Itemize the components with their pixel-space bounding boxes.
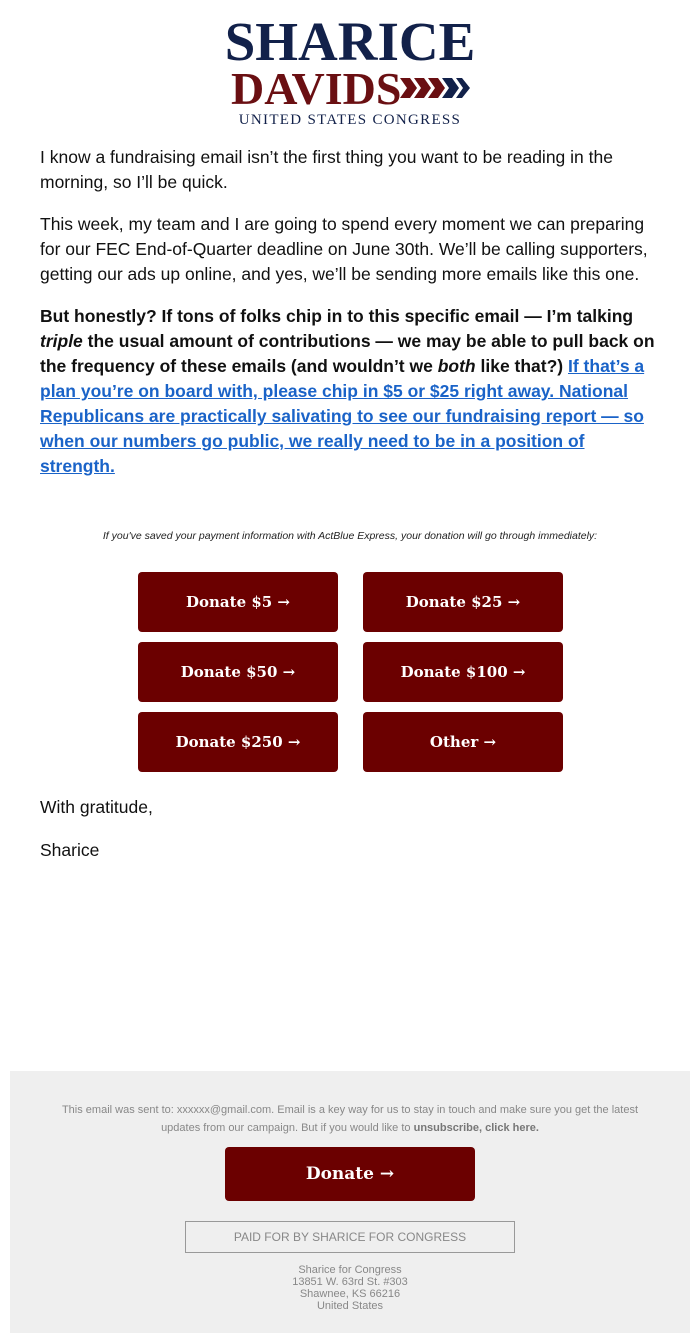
logo-tagline: UNITED STATES CONGRESS — [238, 112, 462, 128]
address-line: United States — [316, 1300, 384, 1312]
donate-5-button[interactable]: Donate $5 → — [138, 572, 338, 632]
appeal-text-1: But honestly? If tons of folks chip in to this specific email — I’m talking — [40, 306, 634, 326]
paragraph-deadline: This week, my team and I are going to spend every moment we can preparing for our FEC End-of-Quarter deadline on June 30th. We’ll be calling supporters, getting our ads up online, and yes, we’ll be sending more emails like this one. — [40, 214, 648, 284]
donate-50-button[interactable]: Donate $50 → — [138, 642, 338, 702]
appeal-text-2: the usual amount of contributions — we may be able to pull back on the frequency of these emails (and wouldn’t we — [40, 331, 655, 376]
appeal-text-3: like that?) — [475, 356, 568, 376]
signature-name: Sharice — [40, 840, 100, 860]
email-body — [40, 145, 660, 496]
mailing-address — [10, 1264, 690, 1312]
closing-text: With gratitude, — [40, 797, 153, 817]
email-footer — [10, 1071, 690, 1333]
logo-second-row — [0, 63, 700, 114]
appeal-both: both — [437, 356, 476, 376]
logo-first-name: SHARICE — [224, 11, 476, 72]
logo-last-name: DAVIDS — [231, 63, 402, 114]
sent-to-notice — [50, 1101, 650, 1137]
donate-100-button[interactable]: Donate $100 → — [363, 642, 563, 702]
donate-250-button[interactable]: Donate $250 → — [138, 712, 338, 772]
paid-for-disclaimer: PAID FOR BY SHARICE FOR CONGRESS — [185, 1221, 515, 1253]
unsubscribe-link[interactable]: unsubscribe, click here. — [413, 1122, 539, 1134]
appeal-triple: triple — [40, 331, 83, 351]
address-line: Sharice for Congress — [298, 1264, 402, 1276]
address-line: Shawnee, KS 66216 — [299, 1288, 401, 1300]
appeal-donate-link[interactable]: If that’s a plan you’re on board with, please chip in $5 or $25 right away. National Republicans are practically salivating to see our fundraising report — so when our numbers go public, we really need to be in a position of strength. — [40, 356, 645, 476]
footer-donate-button[interactable]: Donate → — [225, 1147, 475, 1201]
donate-25-button[interactable]: Donate $25 → — [363, 572, 563, 632]
logo-arrow-icon — [400, 77, 472, 104]
actblue-express-note: If you've saved your payment information with ActBlue Express, your donation will go through immediately: — [102, 530, 598, 542]
sent-to-text: This email was sent to: xxxxxx@gmail.com. Email is a key way for us to stay in touch and make sure you get the latest updates from our campaign. But if you would like to — [61, 1104, 639, 1134]
address-line: 13851 W. 63rd St. #303 — [292, 1276, 408, 1288]
paragraph-appeal — [40, 304, 660, 479]
donate-other-button[interactable]: Other → — [363, 712, 563, 772]
sharice-davids-logo — [0, 11, 700, 129]
paragraph-intro: I know a fundraising email isn’t the first thing you want to be reading in the morning, so I’ll be quick. — [40, 147, 613, 192]
